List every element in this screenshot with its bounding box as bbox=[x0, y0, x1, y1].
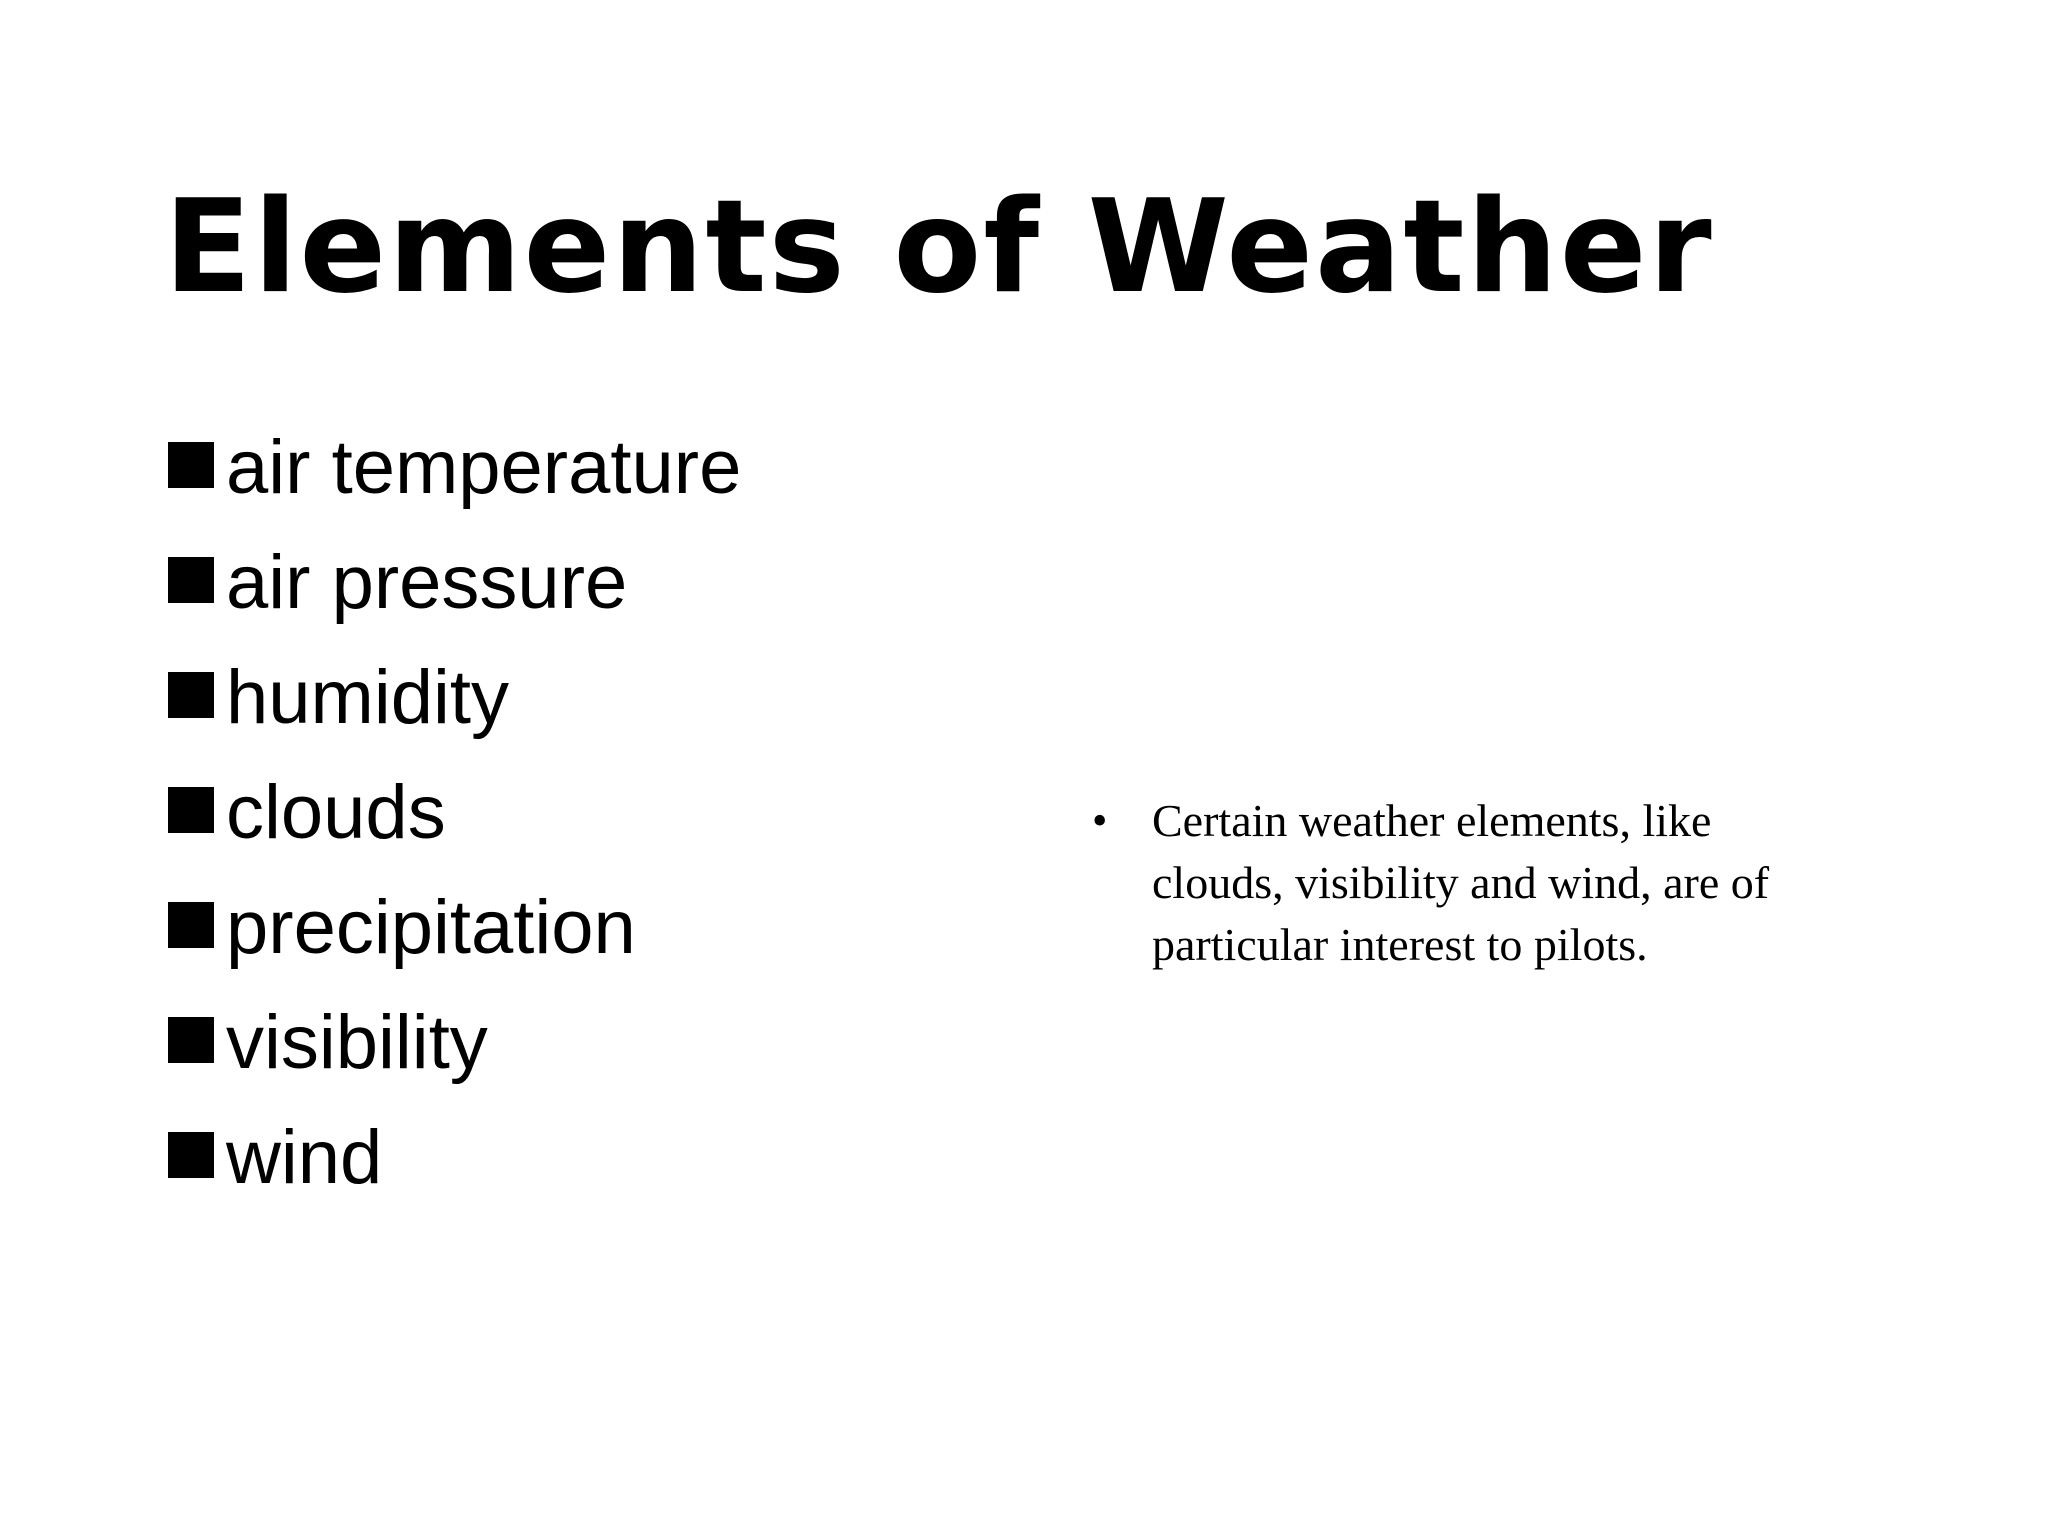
list-item bbox=[168, 418, 741, 533]
square-bullet-icon bbox=[168, 1017, 214, 1063]
slide-title: Elements of Weather bbox=[164, 173, 1714, 322]
list-item bbox=[168, 993, 741, 1108]
list-item-label: visibility bbox=[226, 1000, 488, 1085]
list-item bbox=[168, 648, 741, 763]
list-item-label: wind bbox=[226, 1115, 383, 1200]
square-bullet-icon bbox=[168, 1132, 214, 1178]
list-item-label: precipitation bbox=[226, 885, 636, 970]
bullet-dot-icon: • bbox=[1092, 796, 1108, 845]
pilot-note bbox=[1092, 790, 1812, 976]
square-bullet-icon bbox=[168, 672, 214, 718]
list-item bbox=[168, 878, 741, 993]
pilot-note-text: Certain weather elements, like clouds, visibility and wind, are of particular interest to pilots. bbox=[1152, 795, 1770, 970]
elements-list bbox=[168, 418, 741, 1223]
list-item-label: air pressure bbox=[226, 540, 628, 625]
list-item-label: clouds bbox=[226, 770, 446, 855]
list-item-label: air temperature bbox=[226, 425, 742, 510]
list-item bbox=[168, 533, 741, 648]
square-bullet-icon bbox=[168, 787, 214, 833]
square-bullet-icon bbox=[168, 557, 214, 603]
list-item bbox=[168, 1108, 741, 1223]
list-item bbox=[168, 763, 741, 878]
list-item-label: humidity bbox=[226, 655, 509, 740]
square-bullet-icon bbox=[168, 902, 214, 948]
square-bullet-icon bbox=[168, 442, 214, 488]
